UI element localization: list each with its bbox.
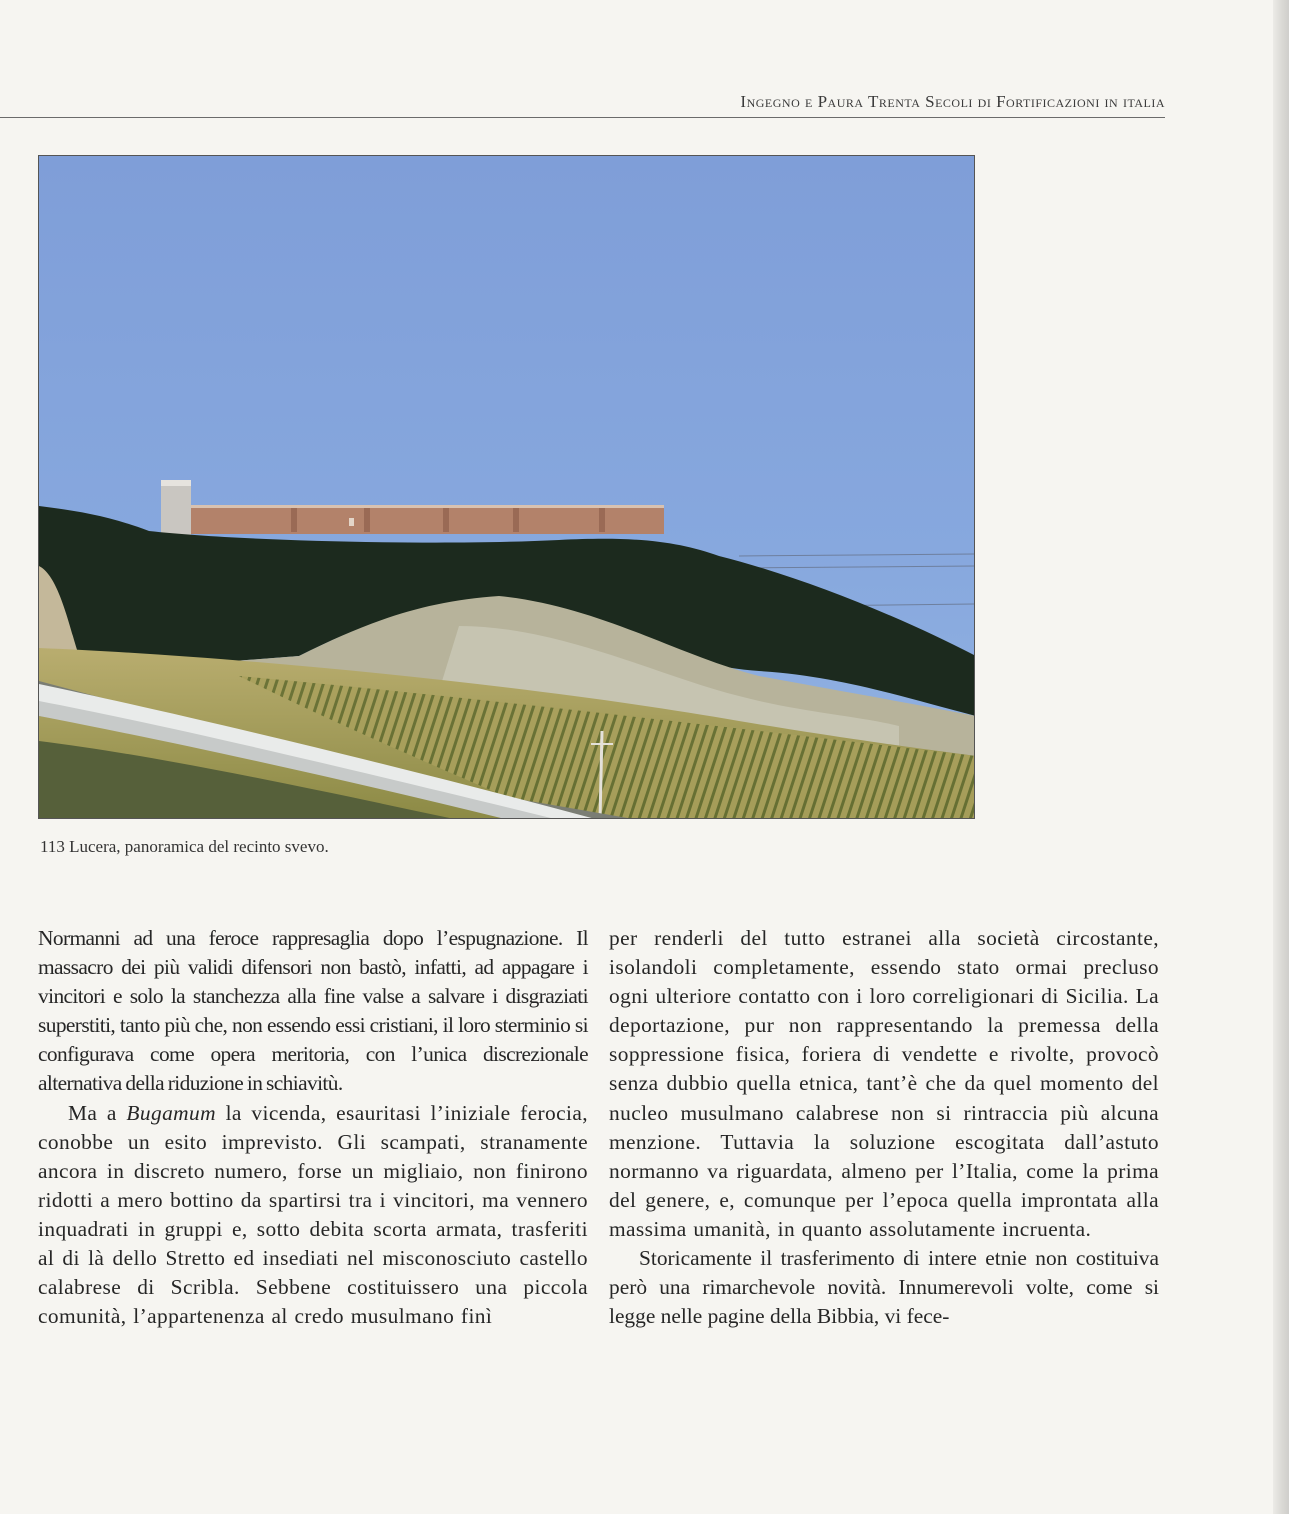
text-run: la vicenda, esauritasi l’iniziale ferocia, conobbe un esito imprevisto. Gli scampati, stranamente ancora in discreto numero, forse un migliaio, non finirono ridotti a mero bottino da spartirsi tra i vincitori, ma vennero inquadrati in gruppi e, sotto debita scorta armata, trasferiti al di là dello Stretto ed insediati nel misconosciuto castello calabrese di Scribla. Sebbene costituissero una piccola comunità, l’appartenenza al credo musulmano finì — [38, 1100, 588, 1329]
paragraph — [38, 1099, 588, 1332]
paragraph: Normanni ad una feroce rappresaglia dopo l’espugnazione. Il massacro dei più validi difensori non bastò, infatti, ad appagare i vincitori e solo la stanchezza alla fine valse a salvare i disgraziati superstiti, tanto più che, non essendo essi cristiani, il loro sterminio si configurava come opera meritoria, con l’unica discrezionale alternativa della riduzione in schiavitù. — [38, 926, 588, 1096]
figure-caption: 113 Lucera, panoramica del recinto svevo. — [40, 837, 329, 856]
header-rule — [0, 117, 1165, 118]
figure-photo — [38, 155, 975, 819]
paragraph: Storicamente il trasferimento di intere etnie non costituiva però una rimarchevole novità. Innumerevoli volte, come si legge nelle pagine della Bibbia, vi fece- — [609, 1246, 1159, 1329]
lucera-castle-photo — [39, 156, 975, 819]
paragraph: per renderli del tutto estranei alla società circostante, isolandoli completamente, essendo stato ormai precluso ogni ulteriore contatto con i loro correligionari di Sicilia. La deportazione, pur non rappresentando la premessa della soppressione fisica, foriera di vendette e rivolte, provocò senza dubbio quella etnica, tant’è che da quel momento del nucleo musulmano calabrese non si rintraccia più alcuna menzione. Tuttavia la soluzione escogitata dall’astuto normanno va riguardata, almeno per l’Italia, come la prima del genere, e, comunque per l’epoca quella improntata alla massima umanità, in quanto assolutamente incruenta. — [609, 926, 1159, 1241]
text-run: Ma a — [68, 1100, 127, 1125]
text-column-right — [609, 924, 1159, 1331]
text-column-left — [38, 924, 588, 1331]
italic-term: Bugamum — [126, 1100, 216, 1125]
running-header: Ingegno e Paura Trenta Secoli di Fortificazioni in italia — [740, 92, 1165, 111]
page-gutter-edge — [1273, 0, 1289, 1514]
